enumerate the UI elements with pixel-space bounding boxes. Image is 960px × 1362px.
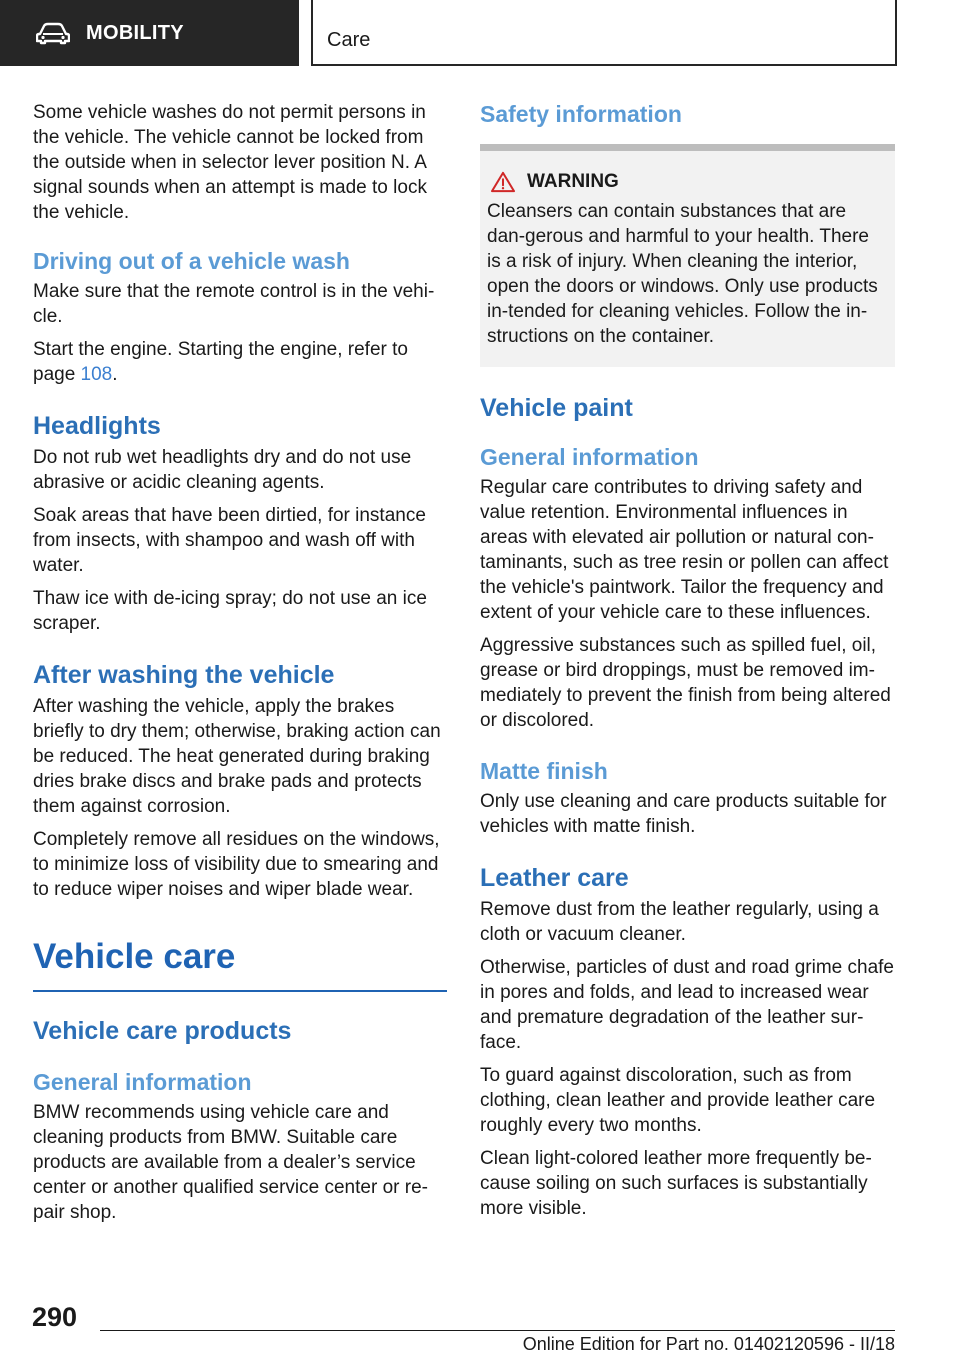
vehicle-paint-heading: Vehicle paint	[480, 394, 633, 422]
headlights-paragraph-2: Soak areas that have been dirtied, for instance from insects, with shampoo and wash off with water.	[33, 505, 426, 576]
general-information-heading: General information	[33, 1069, 252, 1095]
page-header	[0, 0, 960, 66]
after-washing-heading: After washing the vehicle	[33, 661, 335, 689]
vehicle-care-rule	[33, 990, 447, 992]
driving-out-heading: Driving out of a vehicle wash	[33, 248, 350, 274]
paint-general-information-heading: General information	[480, 444, 699, 470]
general-information-paragraph: BMW recommends using vehicle care and cleaning products from BMW. Suitable care products are available from a dealer’s service center or another qualified service center or re‐pair shop.	[33, 1102, 428, 1223]
footer-rule	[100, 1330, 895, 1331]
matte-finish-paragraph: Only use cleaning and care products suitable for vehicles with matte finish.	[480, 791, 887, 837]
right-column	[480, 100, 895, 1229]
leather-care-heading: Leather care	[480, 864, 629, 892]
left-column	[33, 100, 446, 1233]
matte-finish-heading: Matte finish	[480, 758, 608, 784]
paint-paragraph-1: Regular care contributes to driving safety and value retention. Environmental influences in areas with elevated air pollution or natural con‐taminants, such as tree resin or pollen can affect the vehicle's paintwork. Tailor the frequency and extent of your vehicle care to these influences.	[480, 477, 889, 623]
driving-out-paragraph-2	[33, 337, 446, 387]
headlights-paragraph-3: Thaw ice with de-icing spray; do not use an ice scraper.	[33, 588, 427, 634]
chapter-label: Care	[327, 29, 371, 51]
edition-note: Online Edition for Part no. 01402120596 - II/18	[522, 1334, 895, 1354]
headlights-heading: Headlights	[33, 412, 161, 440]
warning-triangle-icon	[489, 171, 517, 193]
driving-out-paragraph-2-text: Start the engine. Starting the engine, refer to page	[33, 339, 408, 385]
after-washing-paragraph-1: After washing the vehicle, apply the brakes briefly to dry them; otherwise, braking action can be reduced. The heat generated during braking dries brake discs and brake pads and protects them against corrosion.	[33, 696, 441, 817]
vehicle-care-heading: Vehicle care	[33, 937, 236, 976]
leather-paragraph-3: To guard against discoloration, such as from clothing, clean leather and provide leather care roughly every two months.	[480, 1065, 876, 1136]
vehicle-care-products-heading: Vehicle care products	[33, 1017, 292, 1045]
warning-text: Cleansers can contain substances that are dan‐gerous and harmful to your health. There is a risk of injury. When cleaning the interior, open the doors or windows. Only use products in‐tended for cleaning vehicles. Follow the in‐structions on the container.	[487, 201, 878, 347]
paint-paragraph-2: Aggressive substances such as spilled fuel, oil, grease or bird droppings, must be removed im‐mediately to prevent the finish from being altered or discolored.	[480, 635, 891, 731]
leather-paragraph-1: Remove dust from the leather regularly, using a cloth or vacuum cleaner.	[480, 899, 879, 945]
safety-information-heading: Safety information	[480, 101, 682, 127]
page-number: 290	[32, 1302, 78, 1332]
after-washing-paragraph-2: Completely remove all residues on the windows, to minimize loss of visibility due to smearing and to reduce wiper noises and wiper blade wear.	[33, 829, 440, 900]
page-108-link[interactable]: 108	[80, 364, 113, 385]
warning-title-row	[487, 171, 887, 193]
intro-paragraph: Some vehicle washes do not permit persons in the vehicle. The vehicle cannot be locked from the outside when in selector lever position N. A signal sounds when an attempt is made to lock the vehicle.	[33, 102, 427, 223]
leather-paragraph-4: Clean light-colored leather more frequently be‐cause soiling on such surfaces is substantially more visible.	[480, 1148, 872, 1219]
driving-out-paragraph-1: Make sure that the remote control is in the vehi‐cle.	[33, 281, 435, 327]
section-tab	[0, 0, 299, 66]
leather-paragraph-2: Otherwise, particles of dust and road grime chafe in pores and folds, and lead to increased wear and premature degradation of the leather sur‐face.	[480, 957, 894, 1053]
warning-title: WARNING	[527, 171, 619, 192]
car-icon	[36, 21, 70, 45]
chapter-tab	[311, 0, 897, 66]
section-label: MOBILITY	[86, 21, 184, 44]
headlights-paragraph-1: Do not rub wet headlights dry and do not use abrasive or acidic cleaning agents.	[33, 447, 412, 493]
warning-box	[480, 144, 895, 367]
driving-out-paragraph-2-end: .	[112, 364, 118, 385]
